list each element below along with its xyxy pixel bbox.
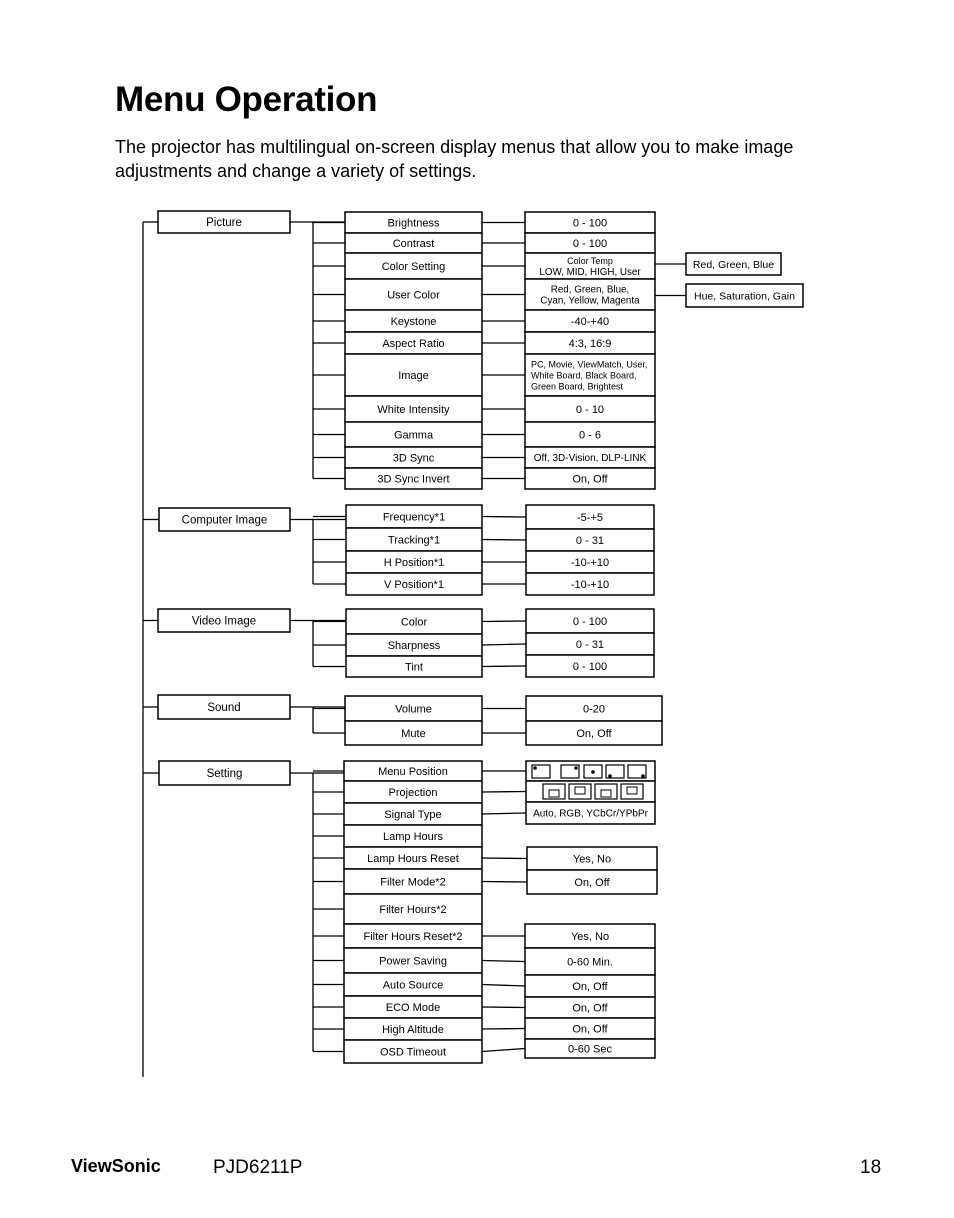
value-connector <box>482 813 526 814</box>
position-dot <box>641 774 645 778</box>
value-text: 0-60 Sec <box>567 1043 613 1056</box>
value-text: 0 - 100 <box>572 615 608 628</box>
menu-item-label: Filter Hours*2 <box>379 903 447 916</box>
menu-item-label: Color <box>400 616 428 629</box>
menu-item-label: Keystone <box>390 315 437 328</box>
value-connector <box>482 1049 525 1052</box>
menu-item-label: Power Saving <box>379 955 447 968</box>
footer-brand: ViewSonic <box>71 1156 161 1176</box>
menu-item-label: Filter Mode*2 <box>380 876 446 889</box>
value-text: Off, 3D-Vision, DLP-LINK <box>533 453 647 465</box>
value-text: -5-+5 <box>577 511 603 524</box>
projection-icon <box>569 784 591 799</box>
menu-item-label: Tracking*1 <box>387 534 441 547</box>
value-text: 4:3, 16:9 <box>568 337 612 350</box>
position-dot <box>608 774 612 778</box>
menu-item-label: User Color <box>387 289 440 302</box>
menu-position-icons <box>532 765 646 778</box>
menu-item-label: Menu Position <box>378 765 448 778</box>
value-text: Red, Green, Blue, <box>550 284 630 296</box>
menu-item-label: 3D Sync Invert <box>377 473 450 486</box>
value-text: On, Off <box>572 980 608 993</box>
menu-item-label: Brightness <box>387 217 440 230</box>
value-text: LOW, MID, HIGH, User <box>539 267 641 279</box>
menu-item-label: Volume <box>395 703 432 716</box>
menu-item-label: Frequency*1 <box>382 511 446 524</box>
menu-group-label: Picture <box>206 217 242 230</box>
value-connector <box>482 1007 525 1008</box>
menu-item-label: V Position*1 <box>384 578 444 591</box>
value-connector <box>482 985 525 987</box>
menu-item-label: Sharpness <box>387 639 441 652</box>
value-text: -10-+10 <box>570 556 610 569</box>
value-text: On, Off <box>574 876 610 889</box>
menu-group-label: Sound <box>207 702 241 715</box>
position-dot <box>591 770 595 774</box>
value-connector <box>482 517 526 518</box>
value-text: Cyan, Yellow, Magenta <box>540 295 640 307</box>
value-text: On, Off <box>576 727 612 740</box>
value-text: 0-60 Min. <box>567 956 613 969</box>
value-connector <box>482 1029 525 1030</box>
value-text: Color Temp <box>567 255 613 266</box>
value-text: Yes, No <box>572 853 612 866</box>
menu-item-label: High Altitude <box>382 1023 444 1036</box>
value-text: Auto, RGB, YCbCr/YPbPr <box>533 808 648 820</box>
projection-icon <box>621 784 643 799</box>
value-connector <box>482 666 526 667</box>
menu-item-label: Aspect Ratio <box>382 337 445 350</box>
value-connector <box>482 644 526 645</box>
menu-group-label: Computer Image <box>181 514 268 527</box>
value-text: -40-+40 <box>570 315 610 328</box>
menu-item-label: H Position*1 <box>383 556 445 569</box>
menu-item-label: Contrast <box>392 237 435 250</box>
menu-item-label: Filter Hours Reset*2 <box>363 930 463 943</box>
page-title: Menu Operation <box>115 80 378 119</box>
value-text: 0 - 100 <box>572 217 608 230</box>
value-connector <box>482 961 525 962</box>
menu-item-label: Image <box>398 369 429 382</box>
menu-item-label: Gamma <box>393 429 434 442</box>
value-text: Yes, No <box>570 930 610 943</box>
menu-item-label: Color Setting <box>381 260 446 273</box>
value-text: 0-20 <box>582 703 606 716</box>
menu-item-label: Tint <box>405 661 423 674</box>
menu-item-label: White Intensity <box>377 403 450 416</box>
extra-text: Red, Green, Blue <box>692 258 775 271</box>
value-text: 0 - 100 <box>572 660 608 673</box>
menu-item-label: Lamp Hours <box>383 830 443 843</box>
value-connector <box>482 621 526 622</box>
menu-item-label: Mute <box>401 727 426 740</box>
value-text: On, Off <box>572 1002 608 1015</box>
menu-item-label: Lamp Hours Reset <box>367 852 459 865</box>
value-connector <box>482 792 526 793</box>
menu-item-label: Signal Type <box>384 808 442 821</box>
position-dot <box>533 766 537 770</box>
value-text: 0 - 100 <box>572 237 608 250</box>
menu-item-label: 3D Sync <box>392 452 435 465</box>
value-text: 0 - 6 <box>578 429 602 442</box>
menu-item-label: ECO Mode <box>385 1001 441 1014</box>
position-dot <box>574 766 578 770</box>
value-connector <box>482 540 526 541</box>
value-text: Green Board, Brightest <box>531 381 624 392</box>
value-text: -10-+10 <box>570 578 610 591</box>
menu-item-label: Projection <box>388 786 438 799</box>
value-connector <box>482 858 527 859</box>
value-text: 0 - 31 <box>575 534 605 547</box>
menu-item-label: Auto Source <box>382 979 444 992</box>
value-text: On, Off <box>572 473 608 486</box>
menu-group-label: Video Image <box>191 615 257 628</box>
value-connector <box>482 882 527 883</box>
value-text: White Board, Black Board, <box>531 370 637 381</box>
footer-model: PJD6211P <box>213 1157 303 1178</box>
value-text: 0 - 31 <box>575 638 605 651</box>
value-text: 0 - 10 <box>575 403 605 416</box>
page-number: 18 <box>860 1157 882 1178</box>
value-text: PC, Movie, ViewMatch, User, <box>531 359 648 370</box>
menu-item-label: OSD Timeout <box>379 1046 447 1059</box>
menu-group-label: Setting <box>206 768 243 781</box>
extra-text: Hue, Saturation, Gain <box>694 290 795 303</box>
intro-paragraph: The projector has multilingual on-screen display menus that allow you to make image adjustments and change a variety of settings. <box>115 137 794 181</box>
value-text: On, Off <box>572 1023 608 1036</box>
